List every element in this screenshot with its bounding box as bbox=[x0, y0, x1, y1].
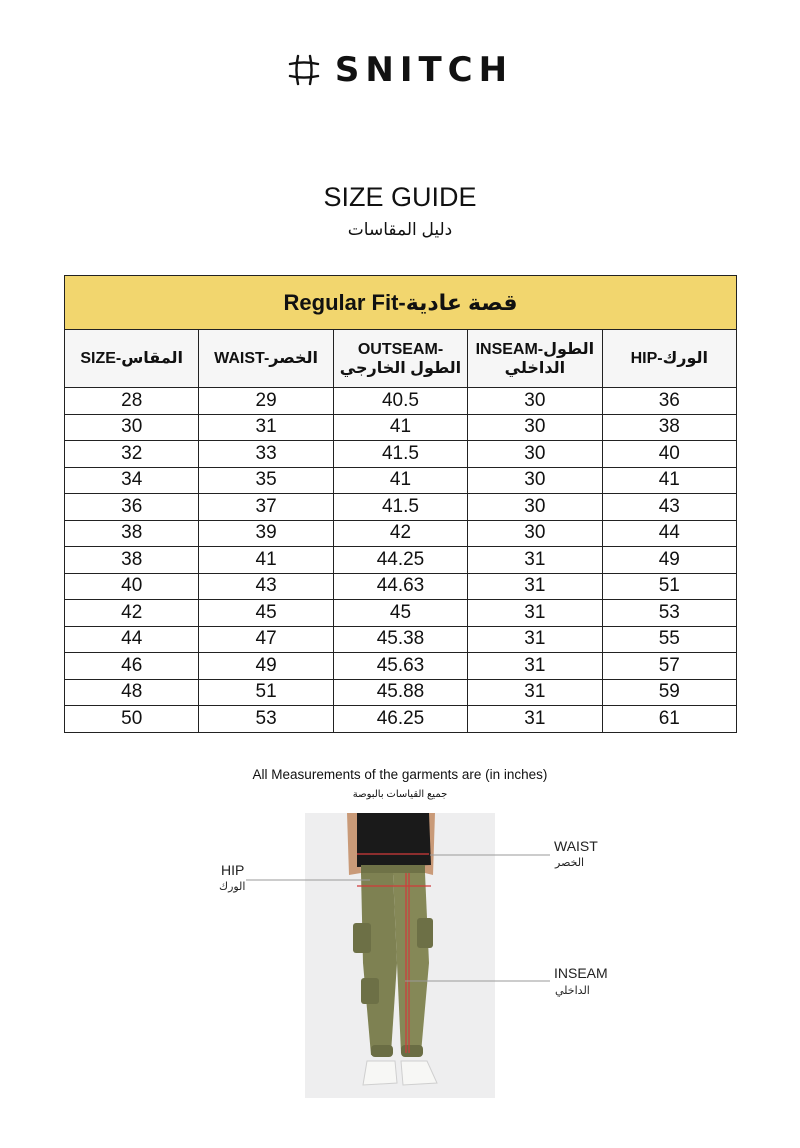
table-cell: 35 bbox=[199, 467, 333, 494]
table-row bbox=[65, 547, 737, 574]
table-cell: 38 bbox=[65, 547, 199, 574]
table-cell: 50 bbox=[65, 706, 199, 733]
table-cell: 44 bbox=[602, 520, 736, 547]
inseam-label-arabic: الداخلي bbox=[555, 985, 590, 997]
column-header-outseam: OUTSEAM- الطول الخارجي bbox=[333, 330, 467, 388]
table-cell: 51 bbox=[199, 679, 333, 706]
table-cell: 43 bbox=[602, 494, 736, 521]
page-title: SIZE GUIDE bbox=[323, 182, 477, 212]
column-header-inseam: INSEAM-الطول الداخلي bbox=[468, 330, 602, 388]
table-cell: 51 bbox=[602, 573, 736, 600]
table-cell: 41.5 bbox=[333, 494, 467, 521]
column-header-row bbox=[65, 330, 737, 388]
table-cell: 31 bbox=[468, 600, 602, 627]
table-cell: 37 bbox=[199, 494, 333, 521]
table-cell: 46.25 bbox=[333, 706, 467, 733]
table-cell: 38 bbox=[65, 520, 199, 547]
snitch-hash-logo-icon bbox=[287, 53, 321, 87]
table-row bbox=[65, 388, 737, 415]
table-cell: 45.88 bbox=[333, 679, 467, 706]
table-cell: 36 bbox=[65, 494, 199, 521]
table-cell: 31 bbox=[468, 679, 602, 706]
table-cell: 49 bbox=[602, 547, 736, 574]
table-cell: 31 bbox=[468, 706, 602, 733]
brand-logo bbox=[0, 50, 800, 90]
table-row bbox=[65, 600, 737, 627]
table-row bbox=[65, 706, 737, 733]
table-cell: 42 bbox=[65, 600, 199, 627]
inseam-label: INSEAM bbox=[554, 965, 608, 981]
table-cell: 44 bbox=[65, 626, 199, 653]
table-cell: 53 bbox=[199, 706, 333, 733]
measurement-note: All Measurements of the garments are (in inches) bbox=[252, 767, 548, 782]
table-cell: 53 bbox=[602, 600, 736, 627]
table-cell: 49 bbox=[199, 653, 333, 680]
waist-label-arabic: الخصر bbox=[555, 857, 585, 869]
table-cell: 30 bbox=[65, 414, 199, 441]
table-cell: 33 bbox=[199, 441, 333, 468]
table-body bbox=[65, 388, 737, 733]
hip-label-arabic: الورك bbox=[219, 881, 246, 893]
table-cell: 41 bbox=[602, 467, 736, 494]
table-cell: 44.63 bbox=[333, 573, 467, 600]
table-row bbox=[65, 679, 737, 706]
table-cell: 30 bbox=[468, 388, 602, 415]
size-chart-table bbox=[64, 275, 737, 733]
table-cell: 48 bbox=[65, 679, 199, 706]
table-cell: 31 bbox=[468, 653, 602, 680]
table-cell: 36 bbox=[602, 388, 736, 415]
table-cell: 31 bbox=[199, 414, 333, 441]
table-cell: 41 bbox=[199, 547, 333, 574]
table-cell: 45 bbox=[199, 600, 333, 627]
table-cell: 61 bbox=[602, 706, 736, 733]
table-row bbox=[65, 441, 737, 468]
fit-label: Regular Fit-قصة عادية bbox=[65, 276, 737, 330]
table-cell: 44.25 bbox=[333, 547, 467, 574]
page-title-arabic: دليل المقاسات bbox=[347, 220, 453, 239]
table-cell: 31 bbox=[468, 573, 602, 600]
table-cell: 40 bbox=[65, 573, 199, 600]
hip-label: HIP bbox=[221, 862, 245, 878]
column-header-hip: HIP-الورك bbox=[602, 330, 736, 388]
table-cell: 45 bbox=[333, 600, 467, 627]
table-cell: 28 bbox=[65, 388, 199, 415]
table-cell: 40 bbox=[602, 441, 736, 468]
table-cell: 31 bbox=[468, 547, 602, 574]
table-cell: 43 bbox=[199, 573, 333, 600]
column-header-size: SIZE-المقاس bbox=[65, 330, 199, 388]
table-cell: 59 bbox=[602, 679, 736, 706]
model-pants-photo bbox=[305, 813, 495, 1098]
table-cell: 42 bbox=[333, 520, 467, 547]
table-cell: 45.38 bbox=[333, 626, 467, 653]
table-cell: 30 bbox=[468, 467, 602, 494]
table-cell: 38 bbox=[602, 414, 736, 441]
table-cell: 55 bbox=[602, 626, 736, 653]
table-cell: 41.5 bbox=[333, 441, 467, 468]
table-cell: 40.5 bbox=[333, 388, 467, 415]
table-row bbox=[65, 494, 737, 521]
table-cell: 30 bbox=[468, 494, 602, 521]
table-cell: 32 bbox=[65, 441, 199, 468]
fit-header-row bbox=[65, 276, 737, 330]
table-cell: 39 bbox=[199, 520, 333, 547]
table-row bbox=[65, 467, 737, 494]
table-row bbox=[65, 653, 737, 680]
table-cell: 47 bbox=[199, 626, 333, 653]
table-row bbox=[65, 626, 737, 653]
table-cell: 45.63 bbox=[333, 653, 467, 680]
column-header-waist: WAIST-الخصر bbox=[199, 330, 333, 388]
table-row bbox=[65, 520, 737, 547]
table-cell: 30 bbox=[468, 441, 602, 468]
measurement-note-arabic: جميع القياسات بالبوصة bbox=[352, 789, 448, 800]
table-cell: 30 bbox=[468, 520, 602, 547]
table-row bbox=[65, 414, 737, 441]
table-cell: 30 bbox=[468, 414, 602, 441]
table-cell: 31 bbox=[468, 626, 602, 653]
table-cell: 41 bbox=[333, 414, 467, 441]
waist-label: WAIST bbox=[554, 838, 598, 854]
brand-name: SNITCH bbox=[334, 50, 514, 90]
table-cell: 34 bbox=[65, 467, 199, 494]
table-cell: 29 bbox=[199, 388, 333, 415]
table-cell: 46 bbox=[65, 653, 199, 680]
table-row bbox=[65, 573, 737, 600]
table-cell: 57 bbox=[602, 653, 736, 680]
table-cell: 41 bbox=[333, 467, 467, 494]
